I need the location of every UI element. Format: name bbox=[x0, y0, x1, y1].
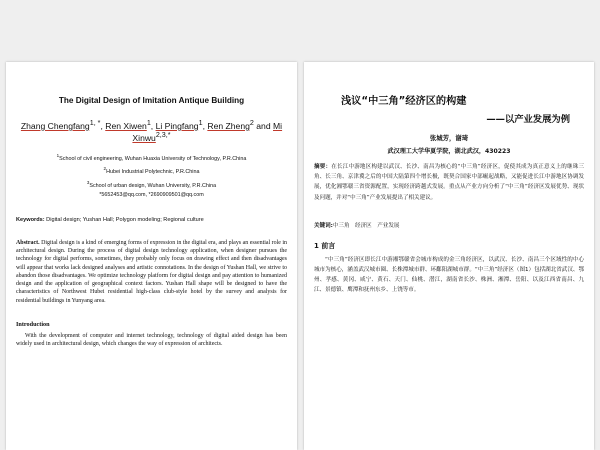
chinese-paper-section1-heading: 1 前言 bbox=[314, 241, 336, 250]
affiliation-1: $^1$School of civil engineering, Wuhan Huaxia University of Technology, P.R.China bbox=[56, 152, 247, 162]
english-paper-authors: Zhang Chengfang$^{1, *}$, Ren Xiwen$^1$, Li Pingfang$^1$, Ren Zheng$^2$ and Mi Xinwu$^{2,3,*}$ bbox=[20, 119, 283, 143]
chinese-paper-subtitle: ——以产业发展为例 bbox=[486, 114, 570, 125]
chinese-paper-section1-text: “中三角”经济区即长江中游湘鄂赣省会城市构成的金三角经济区，以武汉、长沙、南昌三个区域性的中心城市为核心，涵盖武汉城市圈、长株潭城市群、环鄱阳湖城市群。“中三角”经济区（图1）包括湖北省武汉、鄂州、孝感、黄冈、咸宁、黄石、天门、仙桃、潜江，湖南省长沙、株洲、湘潭、岳阳、以及江西省南昌、九江、景德镇、鹰潭和抚州东乡、上饶等市。 bbox=[314, 256, 584, 294]
chinese-paper-title: 浅议“中三角”经济区的构建 bbox=[341, 96, 467, 107]
author-affiliation-mark: 2,3,* bbox=[155, 130, 171, 139]
chinese-paper-affiliation: 武汉理工大学华夏学院，湖北武汉，430223 bbox=[387, 148, 511, 155]
chinese-paper-abstract: 摘要：在长江中游地区构建以武汉、长沙、南昌为核心的“中三角”经济区，促使其成为真正意义上的继珠三角、长三角、京津冀之后的中国大陆第四个增长极，既契合国家中部崛起战略，又能促进长江中游地区协调发展，优化湘鄂赣三省资源配置，实现经济跨越式发展。重点从产业方向分析了“中三角”经济区发展优势、现状及问题，并对“中三角”产业发展提出了相关建议。 bbox=[314, 164, 585, 201]
author-name: Zhang Chengfang bbox=[20, 120, 90, 131]
english-paper-page bbox=[6, 62, 297, 450]
english-paper-abstract: Abstract. Digital design is a kind of emerging forms of expression in the digital era, and plays an essential role in architectural design. During the process of digital design technology application, when designer pursues the technology for digital performs, sometimes, they probably only focus on drawing effect and then disadvantages will appear that works lack designed analyses and artistic connotations. In the design of Yushan Hall, we strive to abandon those disadvantages. We optimize technology platform for digital design and pay attention to humanized design and the application of geographical context factors. Yushan Hall shape will be designed to have the characteristics of Northwest Hubei residential high-class club-style hotel by the survey and analysis for residential buildings in Yunyang area. bbox=[16, 239, 288, 304]
chinese-paper-page bbox=[304, 62, 594, 450]
author-name: Ren Zheng bbox=[207, 120, 250, 131]
english-paper-intro-heading: Introduction bbox=[16, 320, 50, 328]
author-name: Mi Xinwu bbox=[132, 120, 283, 143]
english-paper-affiliations bbox=[16, 151, 287, 191]
author-affiliation-mark: 1, * bbox=[89, 119, 101, 127]
author-affiliation-mark: 1 bbox=[146, 119, 151, 127]
author-name: Li Pingfang bbox=[155, 120, 199, 131]
author-affiliation-mark: 1 bbox=[198, 119, 203, 127]
affiliation-3: $^3$School of urban design, Wuhan University, P.R.China bbox=[86, 179, 217, 189]
english-paper-emails: *5652453@qq.com, *2690909501@qq.com bbox=[99, 191, 204, 198]
english-paper-keywords: Keywords: Digital design; Yushan Hall; Polygon modeling; Regional culture bbox=[16, 216, 204, 223]
author-name: Ren Xiwen bbox=[105, 120, 147, 131]
chinese-paper-authors: 张城芳，谢琦 bbox=[429, 134, 469, 142]
english-paper-intro-text: With the development of computer and internet technology, technology of digital aided design has been widely used in architectural design, which changes the way of expression of architects. bbox=[16, 332, 287, 348]
affiliation-2: $^2$Hubei Industrial Polytechnic, P.R.China bbox=[103, 166, 200, 175]
author-affiliation-mark: 2 bbox=[249, 119, 254, 127]
chinese-paper-keywords: 关键词:中三角 经济区 产业发展 bbox=[314, 222, 400, 229]
english-paper-title: The Digital Design of Imitation Antique Building bbox=[58, 96, 245, 105]
